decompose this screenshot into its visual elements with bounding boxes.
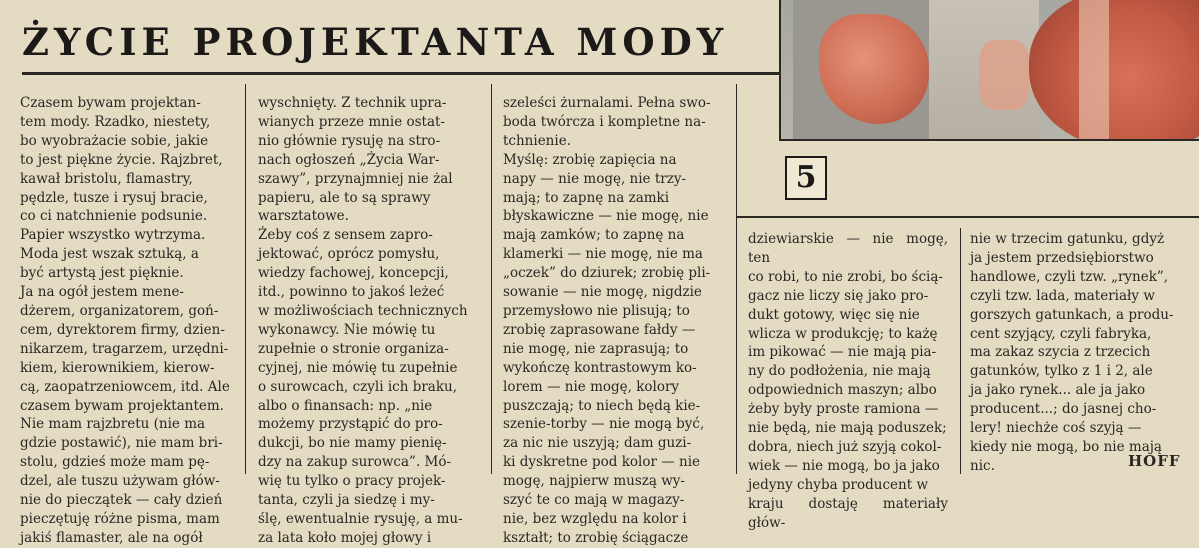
photo-number-badge: 5 <box>785 156 827 200</box>
title-underline <box>22 72 782 75</box>
fashion-photo <box>779 0 1199 140</box>
article-column-1: Czasem bywam projektan- tem mody. Rzadko, niestety, bo wyobrażacie sobie, jakie to jest piękne życie. Rajzbret, kawał bristolu, flamastry, pędzle, tusze i rysuj bracie, co ci natchnienie podsunie. Papier wszystko wytrzyma. Moda jest wszak sztuką, a być artystą jest pięknie. Ja na ogół jestem mene- dżerem, organizatorem, goń- cem, dyrektorem firmy, dzien- nikarzem, tragarzem, urzędni- kiem, kierownikiem, kierow- cą, zaopatrzeniowcem, itd. Ale czasem bywam projektantem. Nie mam rajzbretu (nie ma gdzie postawić), nie mam bri- stolu, gdzieś może mam pę- dzel, ale tuszu używam głów- nie do pieczątek — cały dzień pieczętuję różne pisma, mam jakiś flamaster, ale na ogół <box>20 95 230 546</box>
article-title: ŻYCIE PROJEKTANTA MODY <box>22 20 729 64</box>
section-rule <box>736 216 1199 218</box>
article-column-5: nie w trzecim gatunku, gdyż ja jestem przedsiębiorstwo handlowe, czyli tzw. „rynek”, czyli tzw. lada, materiały w gorszych gatunkach, a produ- cent szyjący, czyli fabryka, ma zakaz szycia z trzecich gatunków, tylko z 1 i 2, ale ja jako rynek... ale ja jako producent...; do jasnej cho- lery! niechże coś szyją — kiedy nie mogą, bo nie mają nic. <box>970 231 1174 474</box>
column-divider <box>491 84 492 474</box>
article-column-4: dziewiarskie — nie mogę, ten co robi, to nie zrobi, bo ścią- gacz nie liczy się jako pro- dukt gotowy, więc się nie wlicza w produkcję; to każę im pikować — nie mają pia- ny do podłożenia, nie mają odpowiednich maszyn; albo żeby były proste ramiona — nie będą, nie mają poduszek; dobra, niech już szyją cokol- wiek — nie mogą, bo ja jako jedyny chyba producent w kraju dostaję materiały głów- <box>748 231 948 531</box>
article-column-3: szeleści żurnalami. Pełna swo- boda twórcza i kompletne na- tchnienie. Myślę: zrobię zapięcia na napy — nie mogę, nie trzy- mają; to zapnę na zamki błyskawiczne — nie mogę, nie mają zamków; to zapnę na klamerki — nie mogę, nie ma „oczek” do dziurek; zrobię pli- sowanie — nie mogę, nigdzie przemysłowo nie plisują; to zrobię zaprasowane fałdy — nie mogę, nie zaprasują; to wykończę kontrastowym ko- lorem — nie mogę, kolory puszczają; to niech będą kie- szenie-torby — nie mogą być, za nic nie uszyją; dam guzi- ki dyskretne pod kolor — nie mogę, najpierw muszą wy- szyć te co mają w magazy- nie, bez względu na kolor i kształt; to zrobię ściągacze <box>503 95 711 546</box>
article-column-2: wyschnięty. Z technik upra- wianych przeze mnie ostat- nio głównie rysuję na stro- nach ogłoszeń „Życia War- szawy”, przynajmniej nie żal papieru, ale to są sprawy warsztatowe. Żeby coś z sensem zapro- jektować, oprócz pomysłu, wiedzy fachowej, koncepcji, itd., powinno to jakoś leżeć w możliwościach technicznych wykonawcy. Nie mówię tu zupełnie o stronie organiza- cyjnej, nie mówię tu zupełnie o surowcach, czyli ich braku, albo o finansach: np. „nie możemy przystąpić do pro- dukcji, bo nie mamy pienię- dzy na zakup surowca”. Mó- wię tu tylko o pracy projek- tanta, czyli ja siedzę i my- ślę, ewentualnie rysuję, a mu- za lata koło mojej głowy i <box>258 95 468 546</box>
column-divider <box>245 84 246 474</box>
column-divider <box>736 84 737 474</box>
photo-frame-left <box>779 0 781 140</box>
column-divider <box>960 228 961 474</box>
author-signature: HOFF <box>1128 452 1181 470</box>
photo-frame-bottom <box>779 139 1199 141</box>
